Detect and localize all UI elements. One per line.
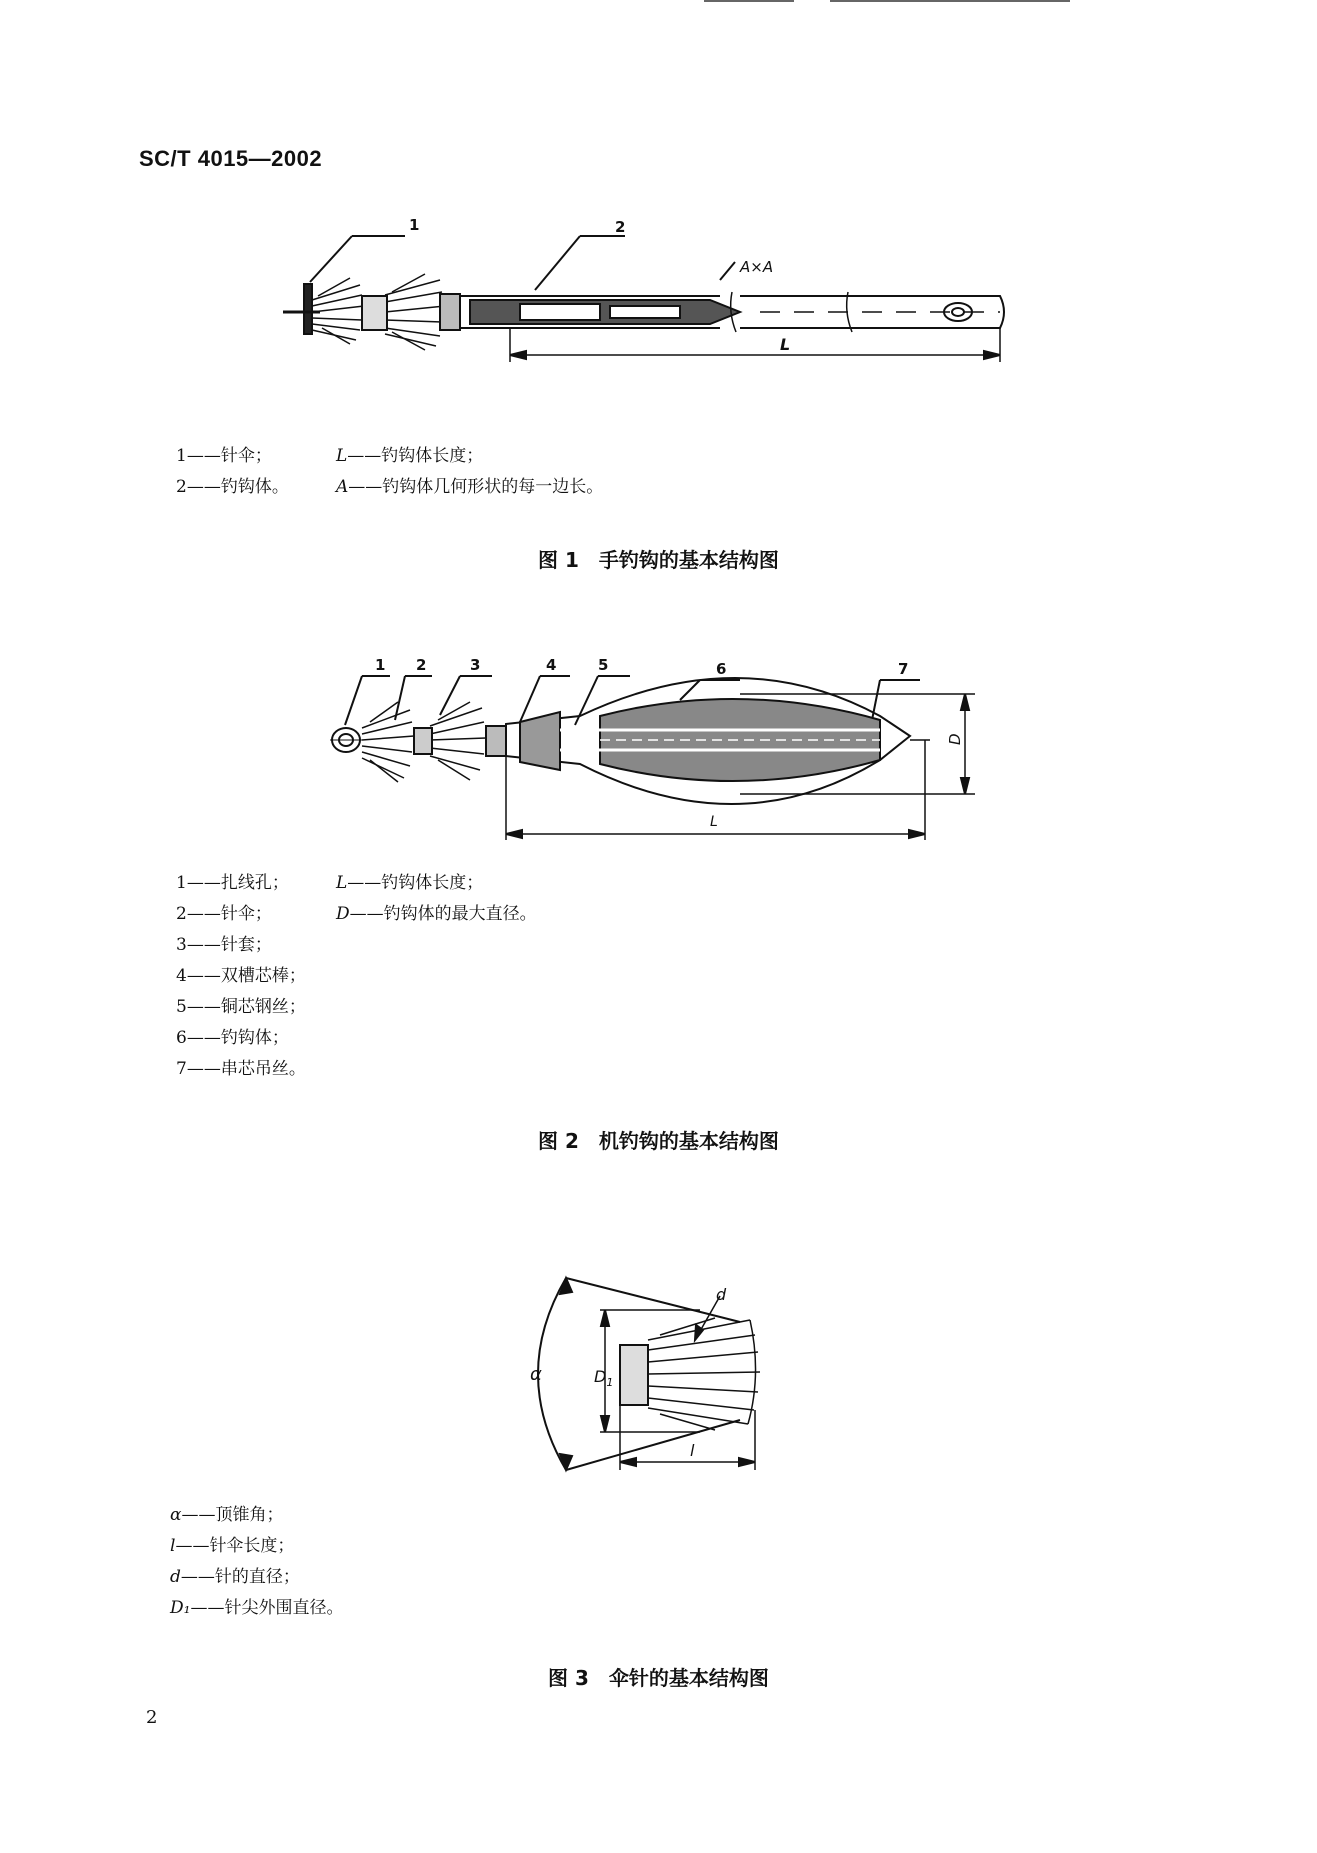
figure-3-caption: 图 3 伞针的基本结构图 (548, 1666, 769, 1690)
legend-item: D——钓钩体的最大直径。 (336, 904, 537, 924)
legend-item: 1——针伞； (176, 446, 272, 466)
figure-2-callout-5: 5 (598, 656, 609, 674)
figure-1-callout-2: 2 (615, 218, 626, 236)
legend-item: 6——钓钩体； (176, 1028, 289, 1048)
figure-2-callout-1: 1 (375, 656, 386, 674)
figure-1-section-label: A×A (740, 258, 774, 276)
figure-2-callout-3: 3 (470, 656, 481, 674)
figure-2-caption: 图 2 机钓钩的基本结构图 (538, 1129, 779, 1153)
legend-item: D₁——针尖外围直径。 (170, 1598, 344, 1618)
standard-code: SC/T 4015—2002 (139, 146, 323, 171)
figure-2-dim-D: D (946, 733, 964, 745)
legend-item: 5——铜芯钢丝； (176, 997, 306, 1017)
legend-item: 4——双槽芯棒； (176, 966, 306, 986)
legend-item: l——针伞长度； (170, 1536, 295, 1556)
legend-item: 2——针伞； (176, 904, 272, 924)
figure-3-alpha-label: α (530, 1364, 542, 1385)
legend-item: d——针的直径； (170, 1567, 300, 1587)
figure-2-dim-L: L (710, 814, 718, 830)
figure-1-caption: 图 1 手钓钩的基本结构图 (538, 548, 779, 572)
figure-1-dim-L: L (780, 335, 791, 354)
legend-item: 1——扎线孔； (176, 873, 289, 893)
figure-2-callout-4: 4 (546, 656, 557, 674)
legend-item: A——钓钩体几何形状的每一边长。 (336, 477, 604, 497)
legend-item: 7——串芯吊丝。 (176, 1059, 306, 1079)
legend-item: 3——针套； (176, 935, 272, 955)
figure-2-callout-6: 6 (716, 660, 727, 678)
page-number: 2 (146, 1707, 158, 1728)
figure-1-callout-1: 1 (409, 216, 420, 234)
legend-item: L——钓钩体长度； (336, 873, 484, 893)
figure-2-callout-2: 2 (416, 656, 427, 674)
legend-item: α——顶锥角； (170, 1505, 284, 1525)
figure-3-D1-label: $D_1$ (594, 1367, 614, 1389)
figure-3-l-label: l (690, 1441, 695, 1460)
figure-3-legend (170, 1500, 343, 1624)
legend-item: L——钓钩体长度； (336, 446, 484, 466)
figure-3-d-label: d (716, 1285, 727, 1304)
figure-2-callout-7: 7 (898, 660, 909, 678)
legend-item: 2——钓钩体。 (176, 477, 289, 497)
